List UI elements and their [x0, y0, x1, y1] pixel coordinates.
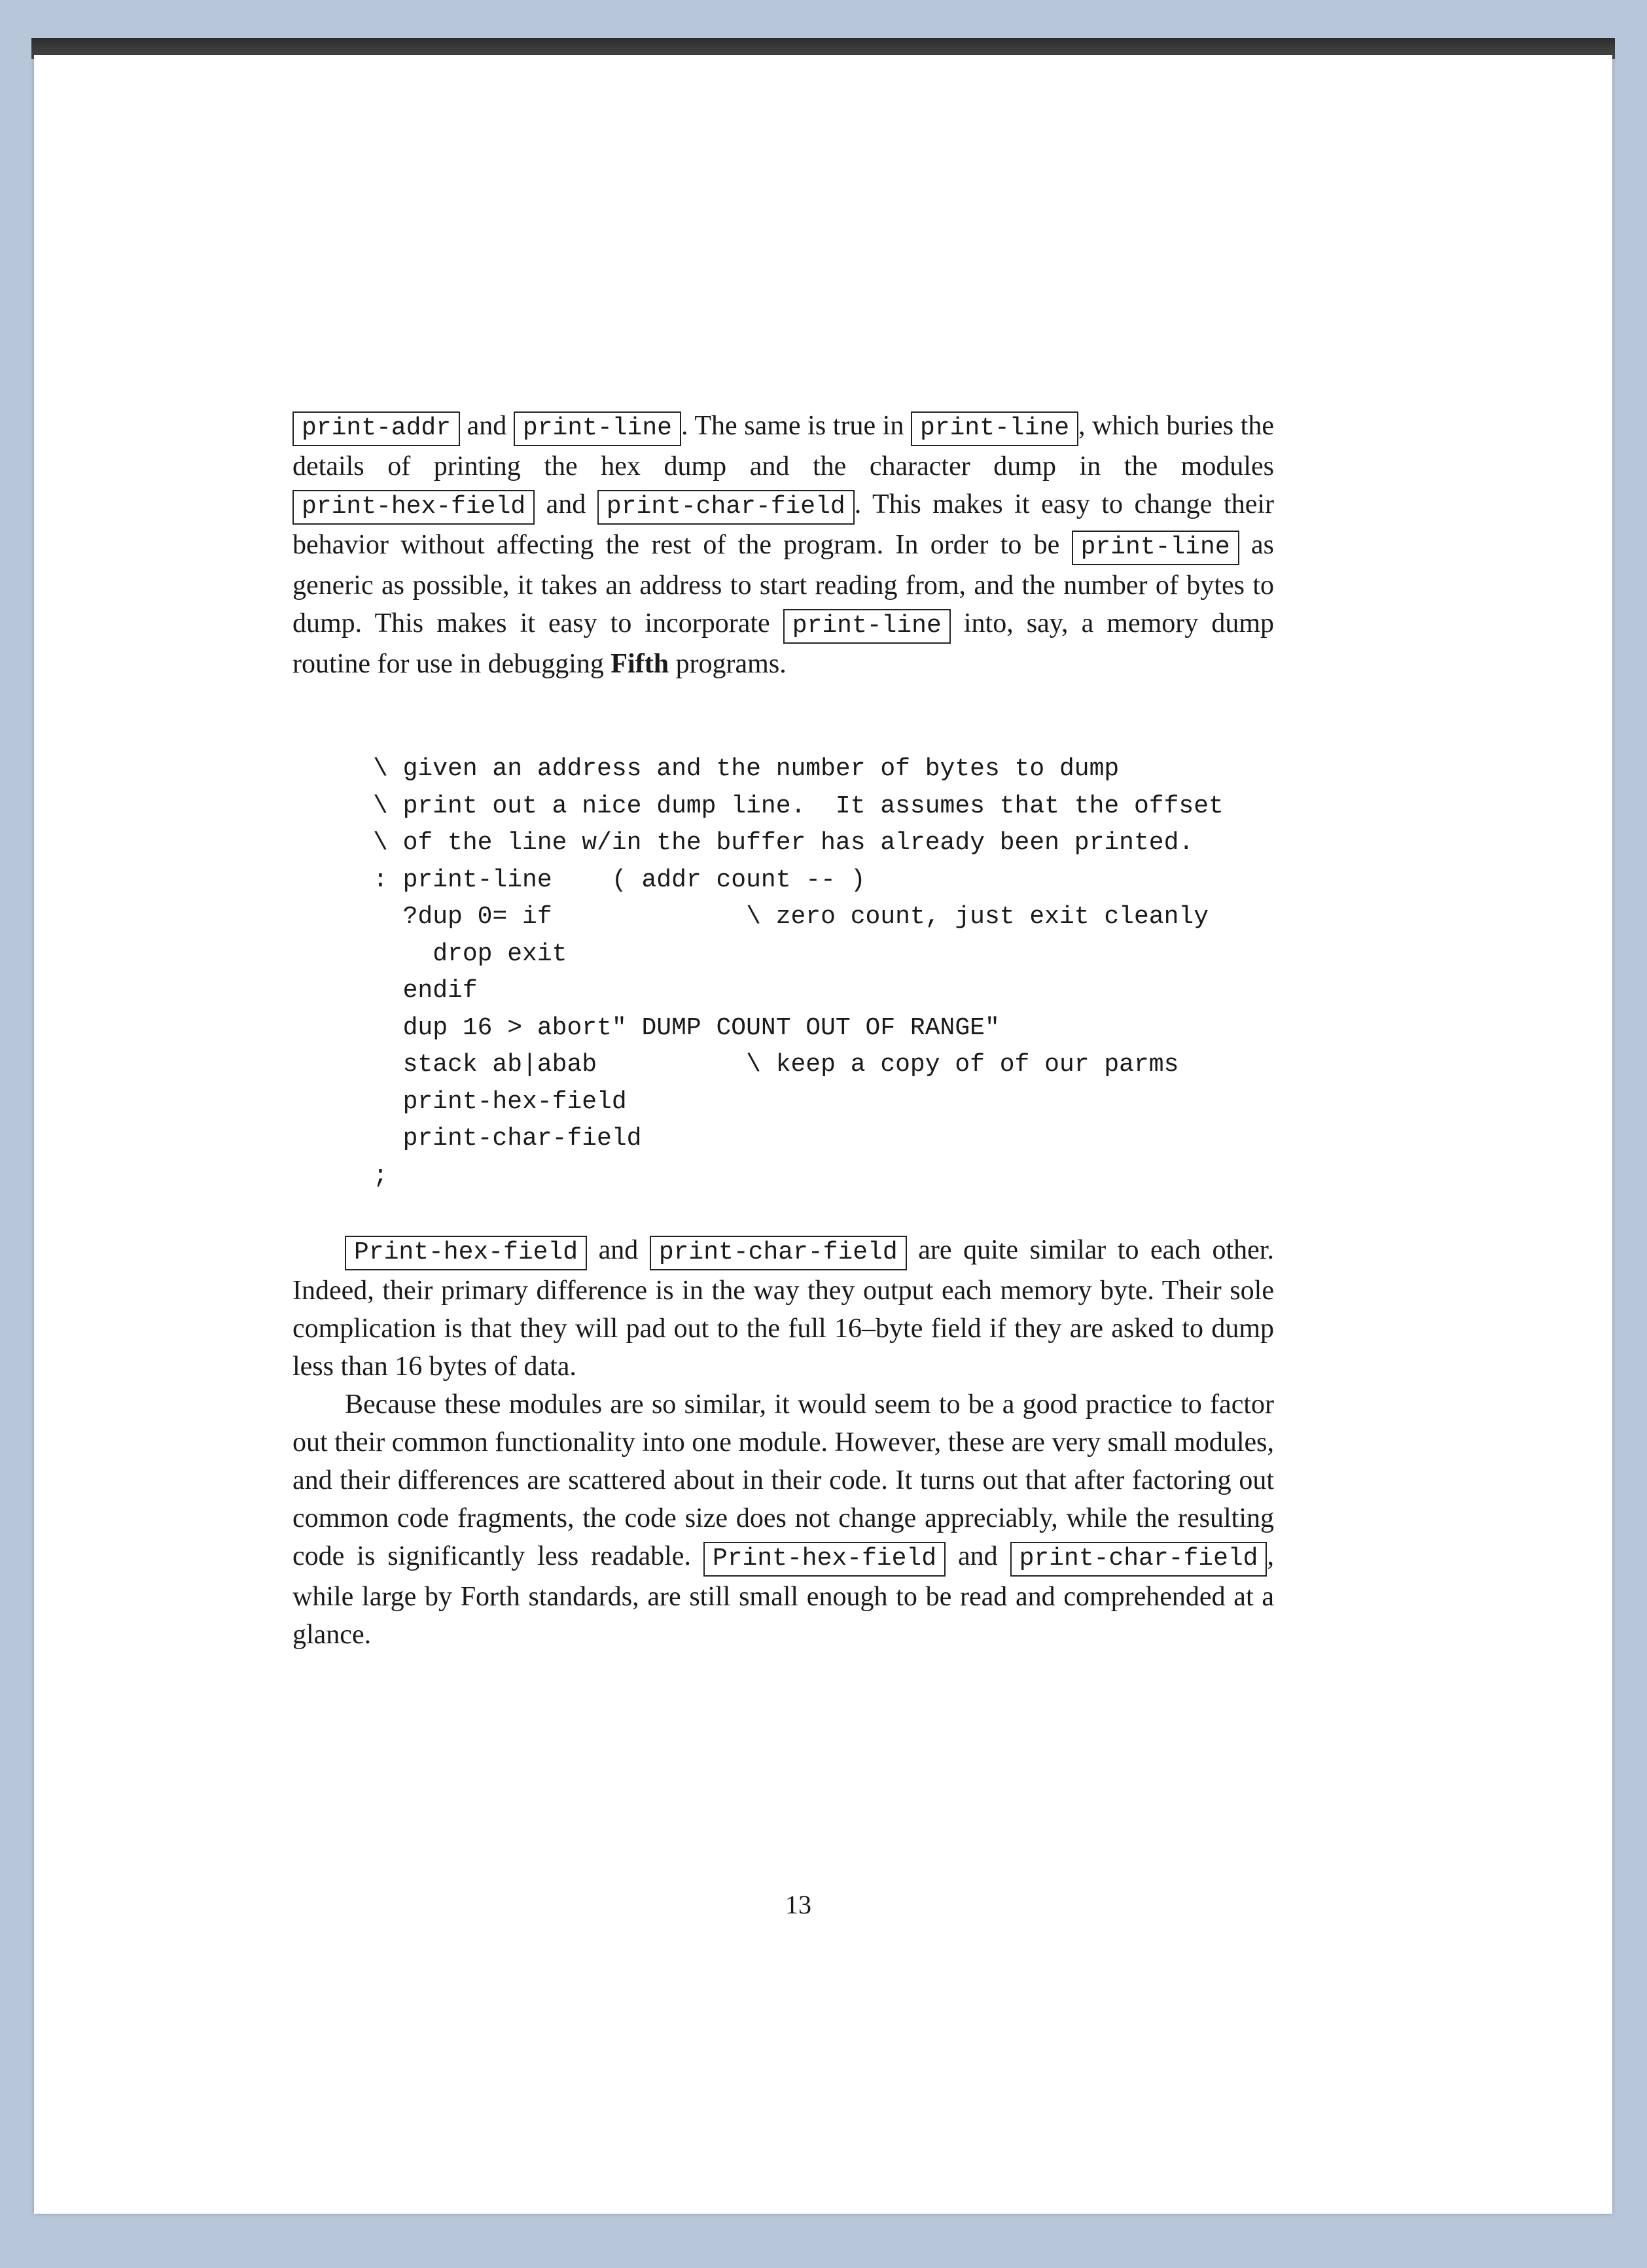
code-line: print-hex-field — [373, 1087, 627, 1116]
text-run: as generic as possible, it takes an address to start reading from, and the number of bytes to dump. This makes it easy to incorporate — [292, 530, 1274, 638]
code-line: \ of the line w/in the buffer has already been printed. — [373, 829, 1194, 857]
text-run: . This makes it easy to change their behavior without affecting the rest of the program. In order to be — [292, 489, 1274, 560]
code-keyword-box: print-line — [514, 411, 681, 446]
text-run: into, say, a memory dump routine for use in debugging — [292, 608, 1274, 679]
text-run: Because these modules are so similar, it would seem to be a good practice to factor out their common functionality into one module. However, these are very small modules, and their differences are scattered about in their code. It turns out that after factoring out common code fragments, the code size does not change appreciably, while the resulting code is significantly less readable. — [292, 1389, 1274, 1571]
code-listing-print-line — [373, 751, 1224, 1195]
paragraph-factoring — [292, 1386, 1274, 1654]
code-line: dup 16 > abort" DUMP COUNT OUT OF RANGE" — [373, 1013, 1000, 1042]
page-number: 13 — [785, 1890, 811, 1919]
code-keyword-box: print-line — [783, 609, 951, 644]
code-line: drop exit — [373, 939, 567, 968]
code-keyword-box: print-char-field — [1010, 1542, 1267, 1577]
paragraph-print-line-intro — [292, 407, 1274, 683]
text-run: and — [946, 1541, 1010, 1571]
code-line: stack ab|abab \ keep a copy of of our parms — [373, 1051, 1179, 1079]
code-line: endif — [373, 977, 478, 1005]
code-keyword-box: print-hex-field — [292, 490, 535, 525]
body-text-lower — [292, 1231, 1274, 1654]
code-line: ?dup 0= if \ zero count, just exit cleanly — [373, 903, 1209, 931]
text-run: and — [460, 411, 514, 441]
bold-term: Fifth — [611, 649, 669, 679]
code-line: \ print out a nice dump line. It assumes that the offset — [373, 792, 1224, 820]
code-keyword-box: print-char-field — [597, 490, 855, 525]
text-run: , while large by Forth standards, are still small enough to be read and comprehended at a glance. — [292, 1541, 1274, 1650]
text-run: programs. — [669, 649, 787, 679]
text-run: and — [535, 489, 597, 519]
code-keyword-box: print-line — [911, 411, 1078, 446]
code-line: : print-line ( addr count -- ) — [373, 865, 866, 894]
code-line: \ given an address and the number of bytes to dump — [373, 755, 1120, 783]
text-run: and — [587, 1235, 650, 1265]
code-keyword-box: print-char-field — [650, 1236, 907, 1270]
code-keyword-box: print-line — [1072, 531, 1239, 565]
code-keyword-box: Print-hex-field — [345, 1236, 587, 1270]
code-keyword-box: print-addr — [292, 411, 460, 446]
paragraph-field-similarity — [292, 1231, 1274, 1386]
text-run: . The same is true in — [681, 411, 911, 441]
code-line: ; — [373, 1161, 388, 1190]
text-run: are quite similar to each other. Indeed, their primary difference is in the way they output each memory byte. Their sole complication is that they will pad out to the full 16–byte field if they are asked to dump less than 16 bytes of data. — [292, 1235, 1274, 1382]
code-keyword-box: Print-hex-field — [703, 1542, 946, 1577]
text-run: , which buries the details of printing the hex dump and the character dump in the modules — [292, 411, 1274, 481]
code-line: print-char-field — [373, 1125, 642, 1153]
